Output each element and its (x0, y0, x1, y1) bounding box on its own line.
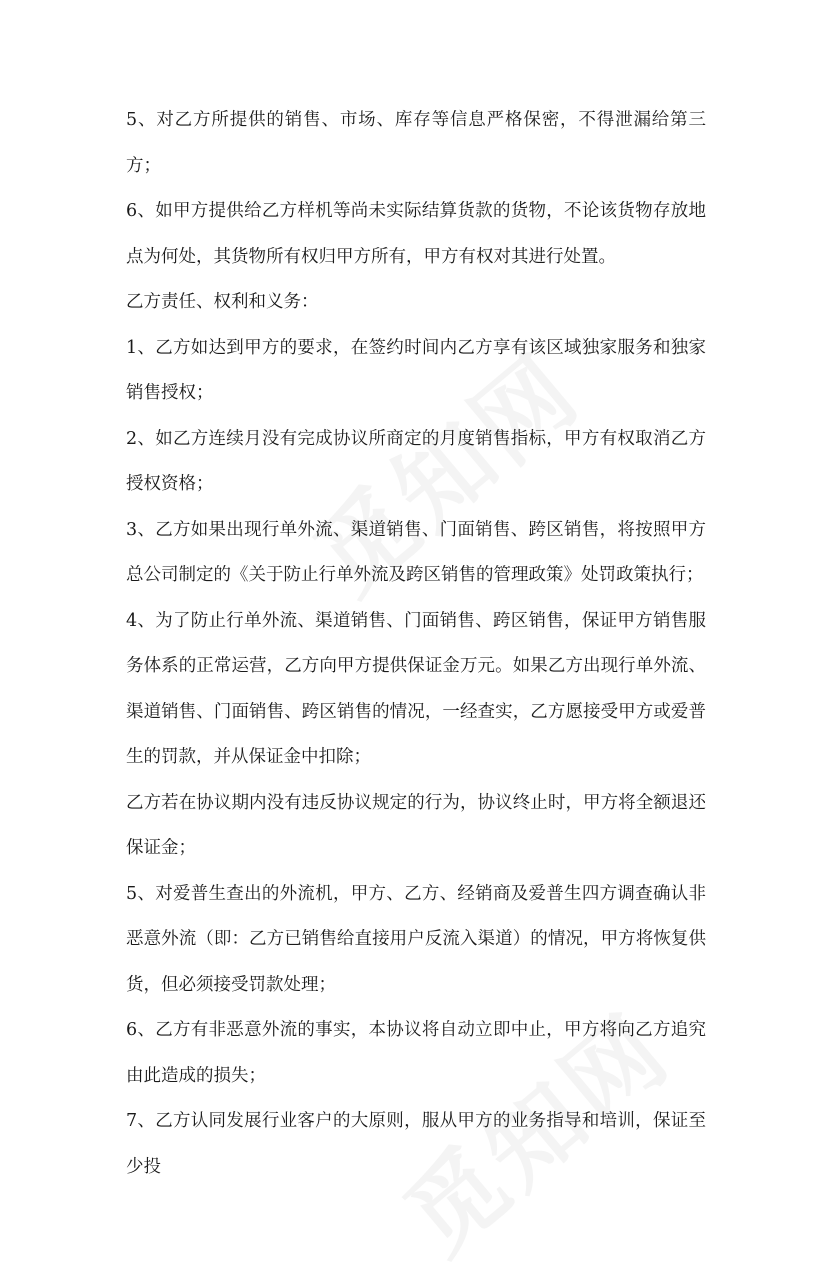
clause-party-b-5: 5、对爱普生查出的外流机，甲方、乙方、经销商及爱普生四方调查确认非恶意外流（即：乙方已销售给直接用户反流入渠道）的情况，甲方将恢复供货，但必须接受罚款处理； (126, 883, 706, 995)
clause-party-b-3: 3、乙方如果出现行单外流、渠道销售、门面销售、跨区销售，将按照甲方总公司制定的《关于防止行单外流及跨区销售的管理政策》处罚政策执行； (126, 519, 706, 585)
section-heading-party-b: 乙方责任、权利和义务： (126, 292, 319, 312)
clause-party-b-4: 4、为了防止行单外流、渠道销售、门面销售、跨区销售，保证甲方销售服务体系的正常运营，乙方向甲方提供保证金万元。如果乙方出现行单外流、渠道销售、门面销售、跨区销售的情况，一经查实，乙方愿接受甲方或爱普生的罚款，并从保证金中扣除； (126, 610, 706, 767)
clause-party-a-6: 6、如甲方提供给乙方样机等尚未实际结算货款的货物，不论该货物存放地点为何处，其货物所有权归甲方所有，甲方有权对其进行处置。 (126, 201, 706, 267)
document-body (126, 98, 706, 1190)
clause-party-b-6: 6、乙方有非恶意外流的事实，本协议将自动立即中止，甲方将向乙方追究由此造成的损失； (126, 1020, 706, 1086)
clause-party-b-4-note: 乙方若在协议期内没有违反协议规定的行为，协议终止时，甲方将全额退还保证金； (126, 792, 706, 858)
clause-party-b-2: 2、如乙方连续月没有完成协议所商定的月度销售指标，甲方有权取消乙方授权资格； (126, 428, 706, 494)
clause-party-b-7: 7、乙方认同发展行业客户的大原则，服从甲方的业务指导和培训，保证至少投 (126, 1111, 706, 1177)
clause-party-a-5: 5、对乙方所提供的销售、市场、库存等信息严格保密，不得泄漏给第三方； (126, 110, 706, 176)
clause-party-b-1: 1、乙方如达到甲方的要求，在签约时间内乙方享有该区域独家服务和独家销售授权； (126, 337, 706, 403)
